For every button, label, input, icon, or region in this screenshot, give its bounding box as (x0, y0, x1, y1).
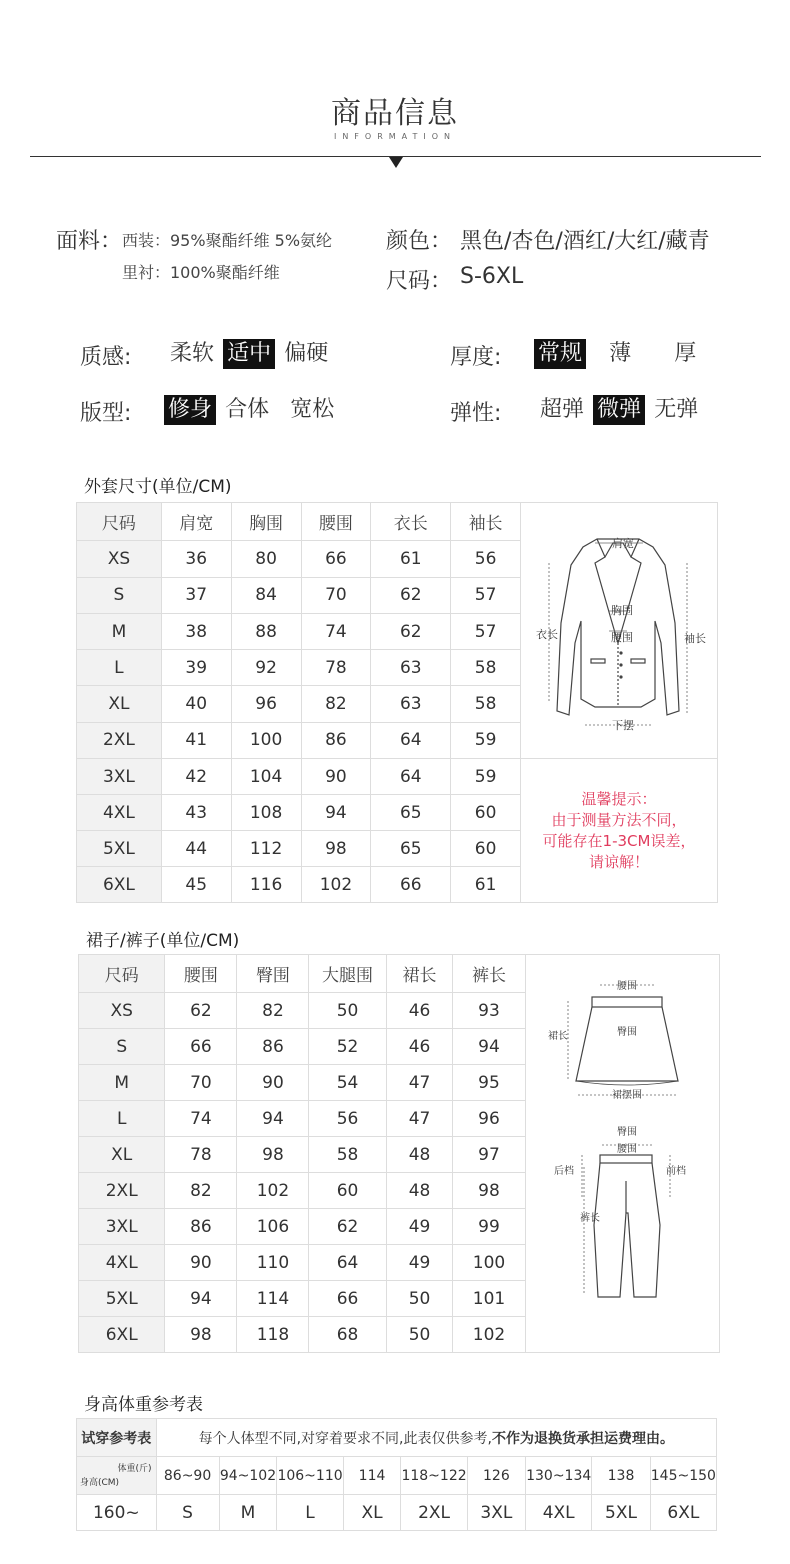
weight-row (77, 1457, 717, 1495)
reference-table (76, 1418, 717, 1531)
size-cell: XS (79, 993, 165, 1029)
jacket-diagram (525, 503, 713, 753)
pants-label-hip: 臀围 (617, 1127, 638, 1138)
value-cell: 98 (453, 1173, 525, 1209)
value-cell: 82 (237, 993, 309, 1029)
texture-option-selected: 适中 (223, 339, 275, 369)
diagram-label-length: 衣长 (535, 628, 558, 641)
reference-note-text: 每个人体型不同,对穿着要求不同,此表仅供参考, (198, 1430, 492, 1447)
reference-note-emphasis: 不作为退换货承担运费理由。 (491, 1430, 674, 1447)
size-value: S-6XL (460, 264, 524, 289)
value-cell: 102 (237, 1173, 309, 1209)
fit-options (164, 395, 338, 425)
size-cell: 2XL (401, 1495, 467, 1531)
weight-height-header (77, 1457, 157, 1495)
value-cell: 94 (453, 1029, 525, 1065)
value-cell: 94 (165, 1281, 237, 1317)
value-cell: 49 (386, 1245, 453, 1281)
color-value: 黑色/杏色/酒红/大红/藏青 (460, 229, 710, 254)
value-cell: 59 (451, 722, 521, 758)
value-cell: 96 (453, 1101, 525, 1137)
column-header: 尺码 (79, 955, 165, 993)
bottoms-diagram (528, 955, 716, 1347)
size-label: 尺码： (386, 269, 453, 294)
size-cell: 6XL (650, 1495, 716, 1531)
weight-cell: 106~110 (277, 1457, 343, 1495)
value-cell: 95 (453, 1065, 525, 1101)
value-cell: 86 (165, 1209, 237, 1245)
value-cell: 46 (386, 1029, 453, 1065)
thickness-option: 厚 (674, 341, 697, 366)
size-cell: S (79, 1029, 165, 1065)
value-cell: 50 (309, 993, 386, 1029)
column-header: 袖长 (451, 503, 521, 541)
value-cell: 82 (165, 1173, 237, 1209)
value-cell: 62 (309, 1209, 386, 1245)
size-cell: M (77, 613, 162, 649)
size-cell: 3XL (77, 759, 162, 795)
value-cell: 98 (301, 831, 371, 867)
column-header: 尺码 (77, 503, 162, 541)
value-cell: 60 (309, 1173, 386, 1209)
column-header: 大腿围 (309, 955, 386, 993)
value-cell: 60 (451, 831, 521, 867)
elasticity-label: 弹性: (450, 401, 502, 426)
pants-label-length: 裤长 (580, 1213, 601, 1224)
reference-note (156, 1419, 716, 1457)
table-header-row (79, 955, 720, 993)
size-cell: 2XL (79, 1173, 165, 1209)
texture-option: 偏硬 (284, 341, 329, 366)
column-header: 腰围 (165, 955, 237, 993)
size-cell: 6XL (79, 1317, 165, 1353)
reference-note-row (77, 1419, 717, 1457)
value-cell: 63 (371, 686, 451, 722)
diagram-label-sleeve: 袖长 (683, 632, 706, 645)
warning-cell (520, 759, 717, 903)
value-cell: 97 (453, 1137, 525, 1173)
value-cell: 50 (386, 1317, 453, 1353)
size-cell: M (219, 1495, 277, 1531)
value-cell: 101 (453, 1281, 525, 1317)
fit-label: 版型: (80, 401, 132, 426)
value-cell: 64 (309, 1245, 386, 1281)
size-cell: 3XL (79, 1209, 165, 1245)
value-cell: 78 (301, 650, 371, 686)
value-cell: 106 (237, 1209, 309, 1245)
value-cell: 100 (453, 1245, 525, 1281)
weight-cell: 145~150 (650, 1457, 716, 1495)
value-cell: 39 (161, 650, 231, 686)
value-cell: 41 (161, 722, 231, 758)
weight-cell: 126 (467, 1457, 525, 1495)
value-cell: 88 (231, 613, 301, 649)
value-cell: 92 (231, 650, 301, 686)
value-cell: 90 (237, 1065, 309, 1101)
size-cell: 6XL (77, 867, 162, 903)
value-cell: 94 (237, 1101, 309, 1137)
pants-label-back-rise: 后档 (554, 1166, 575, 1177)
value-cell: 61 (451, 867, 521, 903)
table-row (77, 759, 718, 795)
size-cell: L (79, 1101, 165, 1137)
value-cell: 49 (386, 1209, 453, 1245)
weight-cell: 138 (592, 1457, 650, 1495)
bottoms-size-table (78, 954, 720, 1353)
diagram-label-waist: 腰围 (610, 631, 633, 644)
reference-label: 试穿参考表 (77, 1419, 157, 1457)
warning-line: 请谅解！ (588, 852, 649, 871)
value-cell: 64 (371, 759, 451, 795)
size-cell: 4XL (77, 795, 162, 831)
fabric-label: 面料： (56, 229, 123, 254)
value-cell: 94 (301, 795, 371, 831)
weight-cell: 86~90 (156, 1457, 219, 1495)
value-cell: 110 (237, 1245, 309, 1281)
value-cell: 90 (301, 759, 371, 795)
page-title: 商品信息 (331, 96, 459, 131)
triangle-down-icon (389, 157, 403, 168)
value-cell: 54 (309, 1065, 386, 1101)
column-header: 肩宽 (161, 503, 231, 541)
value-cell: 62 (371, 577, 451, 613)
pants-label-front-rise: 前档 (666, 1166, 687, 1177)
value-cell: 108 (231, 795, 301, 831)
size-cell: 5XL (592, 1495, 650, 1531)
thickness-options (534, 339, 700, 369)
value-cell: 70 (165, 1065, 237, 1101)
size-row (77, 1495, 717, 1531)
size-cell: XS (77, 541, 162, 577)
value-cell: 38 (161, 613, 231, 649)
value-cell: 50 (386, 1281, 453, 1317)
value-cell: 42 (161, 759, 231, 795)
value-cell: 102 (453, 1317, 525, 1353)
fabric-lining: 里衬：100%聚酯纤维 (122, 263, 280, 282)
size-cell: XL (79, 1137, 165, 1173)
texture-options (166, 339, 332, 369)
value-cell: 60 (451, 795, 521, 831)
value-cell: 104 (231, 759, 301, 795)
value-cell: 43 (161, 795, 231, 831)
value-cell: 47 (386, 1101, 453, 1137)
warning-text (521, 789, 717, 873)
value-cell: 99 (453, 1209, 525, 1245)
value-cell: 114 (237, 1281, 309, 1317)
diagram-label-shoulder: 肩宽 (611, 537, 634, 550)
value-cell: 116 (231, 867, 301, 903)
size-cell: L (77, 650, 162, 686)
size-cell: XL (77, 686, 162, 722)
texture-option: 柔软 (170, 341, 215, 366)
value-cell: 98 (237, 1137, 309, 1173)
column-header: 衣长 (371, 503, 451, 541)
size-cell: 4XL (526, 1495, 592, 1531)
value-cell: 66 (301, 541, 371, 577)
value-cell: 48 (386, 1137, 453, 1173)
size-cell: L (277, 1495, 343, 1531)
pants-label-waist: 腰围 (617, 1144, 638, 1155)
reference-section-title: 身高体重参考表 (84, 1395, 203, 1415)
diagram-label-chest: 胸围 (610, 604, 633, 617)
fit-option-selected: 修身 (164, 395, 216, 425)
column-header: 臀围 (237, 955, 309, 993)
page-subtitle: INFORMATION (333, 132, 457, 141)
value-cell: 86 (237, 1029, 309, 1065)
weight-cell: 130~134 (526, 1457, 592, 1495)
weight-cell: 114 (343, 1457, 401, 1495)
diagram-label-hem: 下摆 (611, 719, 634, 732)
value-cell: 63 (371, 650, 451, 686)
texture-label: 质感: (80, 345, 132, 370)
fit-option: 宽松 (290, 397, 335, 422)
size-cell: M (79, 1065, 165, 1101)
value-cell: 48 (386, 1173, 453, 1209)
warning-line: 由于测量方法不同， (551, 810, 687, 829)
value-cell: 66 (371, 867, 451, 903)
warning-line: 可能存在1-3CM误差， (542, 831, 696, 850)
value-cell: 58 (309, 1137, 386, 1173)
value-cell: 47 (386, 1065, 453, 1101)
weight-cell: 94~102 (219, 1457, 277, 1495)
warning-line: 温馨提示： (581, 789, 657, 808)
value-cell: 66 (309, 1281, 386, 1317)
value-cell: 40 (161, 686, 231, 722)
size-cell: 5XL (77, 831, 162, 867)
value-cell: 65 (371, 831, 451, 867)
skirt-label-hem: 裙摆围 (612, 1090, 643, 1101)
size-cell: S (77, 577, 162, 613)
value-cell: 102 (301, 867, 371, 903)
column-header: 裤长 (453, 955, 525, 993)
size-cell: 3XL (467, 1495, 525, 1531)
value-cell: 66 (165, 1029, 237, 1065)
value-cell: 64 (371, 722, 451, 758)
size-cell: 4XL (79, 1245, 165, 1281)
value-cell: 98 (165, 1317, 237, 1353)
skirt-label-length: 裙长 (548, 1031, 569, 1042)
table-header-row (77, 503, 718, 541)
value-cell: 65 (371, 795, 451, 831)
column-header: 胸围 (231, 503, 301, 541)
value-cell: 93 (453, 993, 525, 1029)
size-cell: XL (343, 1495, 401, 1531)
color-label: 颜色： (386, 229, 453, 254)
value-cell: 57 (451, 613, 521, 649)
value-cell: 58 (451, 650, 521, 686)
value-cell: 56 (309, 1101, 386, 1137)
value-cell: 74 (301, 613, 371, 649)
size-cell: S (156, 1495, 219, 1531)
value-cell: 57 (451, 577, 521, 613)
value-cell: 78 (165, 1137, 237, 1173)
skirt-label-hip: 臀围 (617, 1027, 638, 1038)
value-cell: 90 (165, 1245, 237, 1281)
value-cell: 58 (451, 686, 521, 722)
elasticity-options (536, 395, 702, 425)
value-cell: 118 (237, 1317, 309, 1353)
fabric-suit: 西装：95%聚酯纤维 5%氨纶 (122, 231, 333, 250)
value-cell: 82 (301, 686, 371, 722)
weight-cell: 118~122 (401, 1457, 467, 1495)
value-cell: 44 (161, 831, 231, 867)
elasticity-option-selected: 微弹 (593, 395, 645, 425)
value-cell: 80 (231, 541, 301, 577)
value-cell: 84 (231, 577, 301, 613)
jacket-section-title: 外套尺寸(单位/CM) (84, 477, 232, 497)
skirt-label-waist: 腰围 (617, 981, 638, 992)
value-cell: 62 (371, 613, 451, 649)
size-cell: 5XL (79, 1281, 165, 1317)
column-header: 腰围 (301, 503, 371, 541)
value-cell: 46 (386, 993, 453, 1029)
thickness-label: 厚度: (450, 345, 502, 370)
value-cell: 56 (451, 541, 521, 577)
jacket-size-table (76, 502, 718, 903)
value-cell: 86 (301, 722, 371, 758)
bottoms-diagram-cell (525, 955, 720, 1353)
height-cell: 160~ (77, 1495, 157, 1531)
height-axis-label: 身高(CM) (80, 1477, 120, 1488)
value-cell: 70 (301, 577, 371, 613)
size-cell: 2XL (77, 722, 162, 758)
bottoms-section-title: 裙子/裤子(单位/CM) (86, 931, 240, 951)
value-cell: 36 (161, 541, 231, 577)
value-cell: 68 (309, 1317, 386, 1353)
elasticity-option: 超弹 (540, 397, 585, 422)
jacket-diagram-cell (520, 503, 717, 759)
value-cell: 45 (161, 867, 231, 903)
column-header: 裙长 (386, 955, 453, 993)
fit-option: 合体 (225, 397, 270, 422)
thickness-option-selected: 常规 (534, 339, 586, 369)
value-cell: 59 (451, 759, 521, 795)
elasticity-option: 无弹 (654, 397, 699, 422)
value-cell: 37 (161, 577, 231, 613)
value-cell: 112 (231, 831, 301, 867)
thickness-option: 薄 (609, 341, 632, 366)
value-cell: 61 (371, 541, 451, 577)
value-cell: 100 (231, 722, 301, 758)
value-cell: 74 (165, 1101, 237, 1137)
weight-axis-label: 体重(斤) (117, 1463, 152, 1474)
value-cell: 52 (309, 1029, 386, 1065)
value-cell: 96 (231, 686, 301, 722)
value-cell: 62 (165, 993, 237, 1029)
